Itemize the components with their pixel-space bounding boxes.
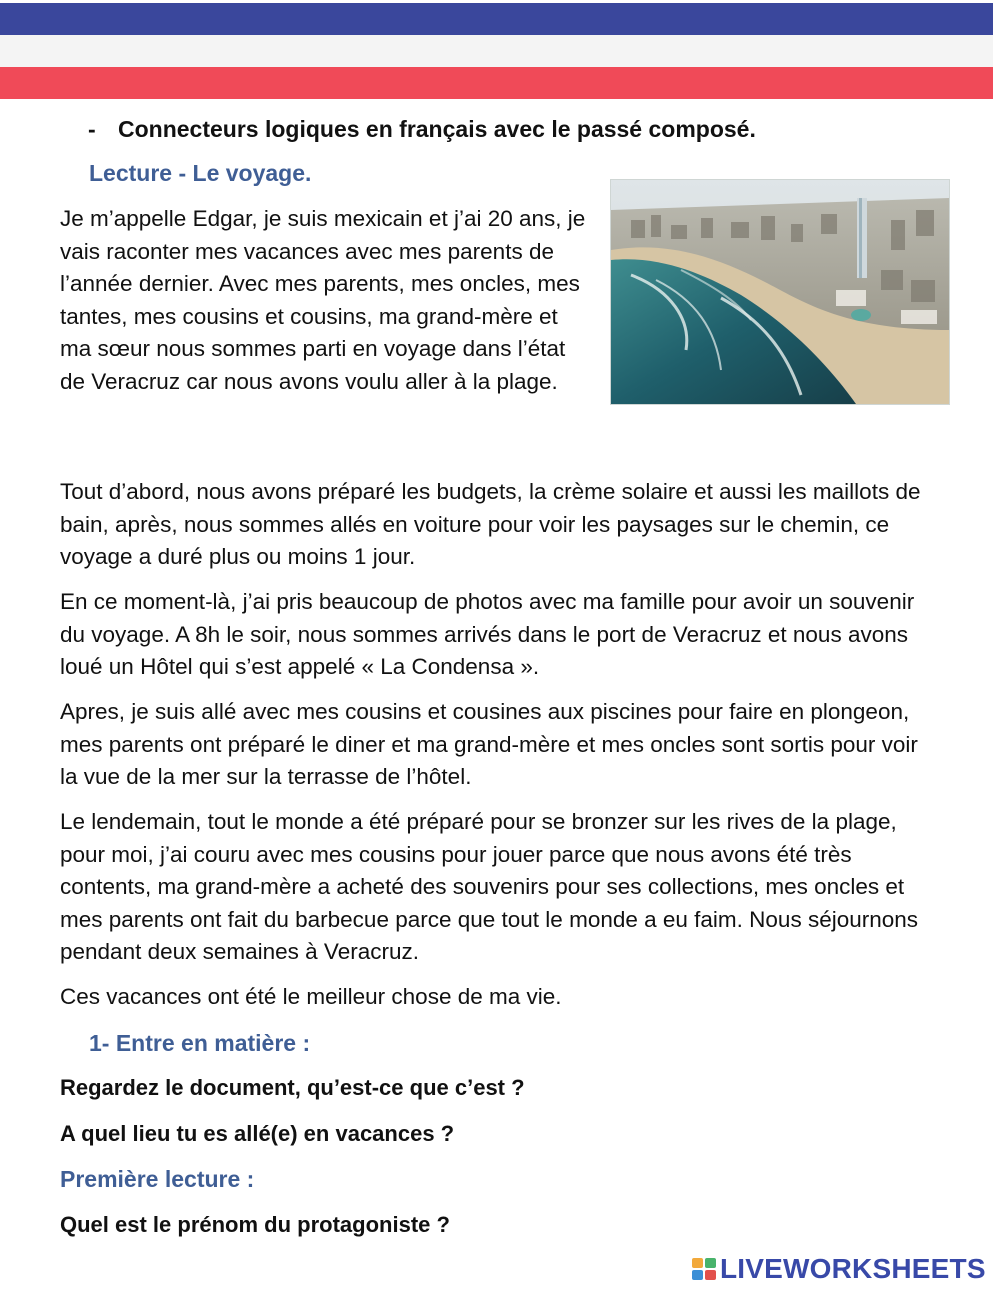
- question-prenom: Quel est le prénom du protagoniste ?: [60, 1212, 450, 1237]
- section-premiere-lecture-title: Première lecture :: [60, 1166, 255, 1192]
- paragraph-1: Je m’appelle Edgar, je suis mexicain et j’ai 20 ans, je vais raconter mes vacances avec mes parents de l’année dernier. Avec mes parents, mes oncles, mes tantes, mes cousins et cousins, ma grand-mère et ma sœur nous sommes parti en voyage dans l’état de Veracruz car nous avons voulu aller à la plage.: [60, 206, 586, 394]
- bullet-dash: -: [88, 116, 96, 142]
- question-document: Regardez le document, qu’est-ce que c’est ?: [60, 1075, 525, 1100]
- liveworksheets-logo-icon: [692, 1257, 718, 1281]
- topic-bullet: [88, 114, 756, 144]
- section-entre-en-matiere-title: 1- Entre en matière :: [89, 1030, 311, 1056]
- reading-title: Lecture - Le voyage.: [89, 160, 312, 186]
- veracruz-aerial-image: [611, 180, 949, 404]
- topic-text: Connecteurs logiques en français avec le passé composé.: [118, 116, 756, 142]
- liveworksheets-logo: [692, 1253, 986, 1285]
- beach-photo: [610, 179, 950, 405]
- flag-stripe-white: [0, 35, 993, 67]
- paragraph-2: Tout d’abord, nous avons préparé les budgets, la crème solaire et aussi les maillots de bain, après, nous sommes allés en voiture pour voir les paysages sur le chemin, ce voyage a duré plus ou moins 1 jour.: [60, 479, 921, 569]
- flag-stripe-red: [0, 67, 993, 99]
- brand-text: LIVEWORKSHEETS: [720, 1253, 986, 1284]
- paragraph-3: En ce moment-là, j’ai pris beaucoup de photos avec ma famille pour avoir un souvenir du voyage. A 8h le soir, nous sommes arrivés dans le port de Veracruz et nous avons loué un Hôtel qui s’est appelé « La Condensa ».: [60, 589, 915, 679]
- paragraph-4: Apres, je suis allé avec mes cousins et cousines aux piscines pour faire en plongeon, mes parents ont préparé le diner et ma grand-mère et mes oncles sont sortis pour voir la vue de la mer sur la terrasse de l’hôtel.: [60, 699, 918, 789]
- paragraph-6: Ces vacances ont été le meilleur chose de ma vie.: [60, 984, 562, 1009]
- flag-stripe-blue: [0, 3, 993, 35]
- paragraph-5: Le lendemain, tout le monde a été préparé pour se bronzer sur les rives de la plage, pour moi, j’ai couru avec mes cousins pour jouer parce que nous avons été très contents, ma grand-mère a acheté des souvenirs pour ses collections, mes oncles et mes parents ont fait du barbecue parce que tout le monde a eu faim. Nous séjournons pendant deux semaines à Veracruz.: [60, 809, 919, 964]
- question-lieu: A quel lieu tu es allé(e) en vacances ?: [60, 1121, 455, 1146]
